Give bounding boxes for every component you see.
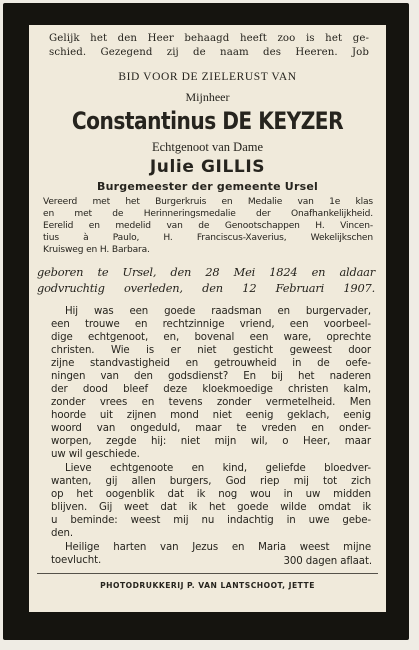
farewell-line-5: u beminde: weest mij nu indachtig in uwe gebe- [51,515,371,526]
farewell-line-6: den. [51,528,74,539]
eulogy-line-6: ningen van den godsdienst? En bij het naderen [51,371,371,382]
eulogy-line-9: hoorde uit zijnen mond niet eenig geklach, eenig [51,410,371,421]
farewell-line-1: Lieve echtgenoote en kind, geliefde bloedver- [65,463,371,474]
eulogy-line-4: christen. Wie is er niet gesticht geweest door [51,345,371,356]
divider-rule [37,573,378,574]
mourning-card-border [3,3,409,640]
deceased-name: Constantinus DE KEYZER [71,107,344,135]
bible-quote-line-1: Gelijk het den Heer behaagd heeft zoo is het ge- [49,33,369,44]
life-dates-line-2: godvruchtig overleden, den 12 Februari 1907. [37,281,375,295]
eulogy-line-1: Hij was een goede raadsman en burgervader, [65,306,371,317]
invocation-line-1: Heilige harten van Jezus en Maria weest mijne [65,542,371,553]
indulgence-note: 300 dagen aflaat. [283,556,372,567]
printer-imprint: PHOTODRUKKERIJ P. VAN LANTSCHOOT, JETTE [100,581,315,590]
eulogy-line-5: zijne standvastigheid en getrouwheid in de oefe- [51,358,371,369]
honorific: Mijnheer [185,90,230,104]
life-dates-line-1: geboren te Ursel, den 28 Mei 1824 en aldaar [37,265,375,279]
mourning-card-body [29,25,386,612]
farewell-line-2: wanten, gij allen burgers, God riep mij tot zich [51,476,371,487]
eulogy-line-11: worpen, zegde hij: niet mijn wil, o Heer, maar [51,436,371,447]
invocation-line-2: toevlucht. [51,555,102,566]
eulogy-line-12: uw wil geschiede. [51,449,140,460]
farewell-line-3: op het oogenblik dat ik nog wou in uw midden [51,489,371,500]
eulogy-line-3: dige echtgenoot, en, bovenal een ware, oprechte [51,332,371,343]
honors-line-3: Eerelid en medelid van de Genootschappen H. Vincen- [43,221,373,231]
spouse-intro: Echtgenoot van Dame [151,140,264,154]
eulogy-line-7: der dood bleef deze kloekmoedige christen kalm, [51,384,371,395]
eulogy-line-2: een trouwe en rechtzinnige vriend, een voorbeel- [51,319,371,330]
honors-line-1: Vereerd met het Burgerkruis en Medalie van 1e klas [43,197,373,207]
honors-line-5: Kruisweg en H. Barbara. [43,245,150,255]
prayer-header: BID VOOR DE ZIELERUST VAN [118,71,297,83]
eulogy-line-8: zonder vrees en tevens zonder vermetelheid. Men [51,397,371,408]
eulogy-line-10: woord van ongeduld, maar te vreden en onder- [51,423,371,434]
function-title: Burgemeester der gemeente Ursel [97,180,318,193]
bible-quote-line-2: schied. Gezegend zij de naam des Heeren. Job [49,47,369,58]
honors-line-2: en met de Herinneringsmedalie der Onafhankelijkheid. [43,209,373,219]
farewell-line-4: blijven. Gij weet dat ik het goede wilde omdat ik [51,502,371,513]
honors-line-4: tius à Paulo, H. Franciscus-Xaverius, Wekelijkschen [43,233,373,243]
spouse-name: Julie GILLIS [149,157,266,177]
